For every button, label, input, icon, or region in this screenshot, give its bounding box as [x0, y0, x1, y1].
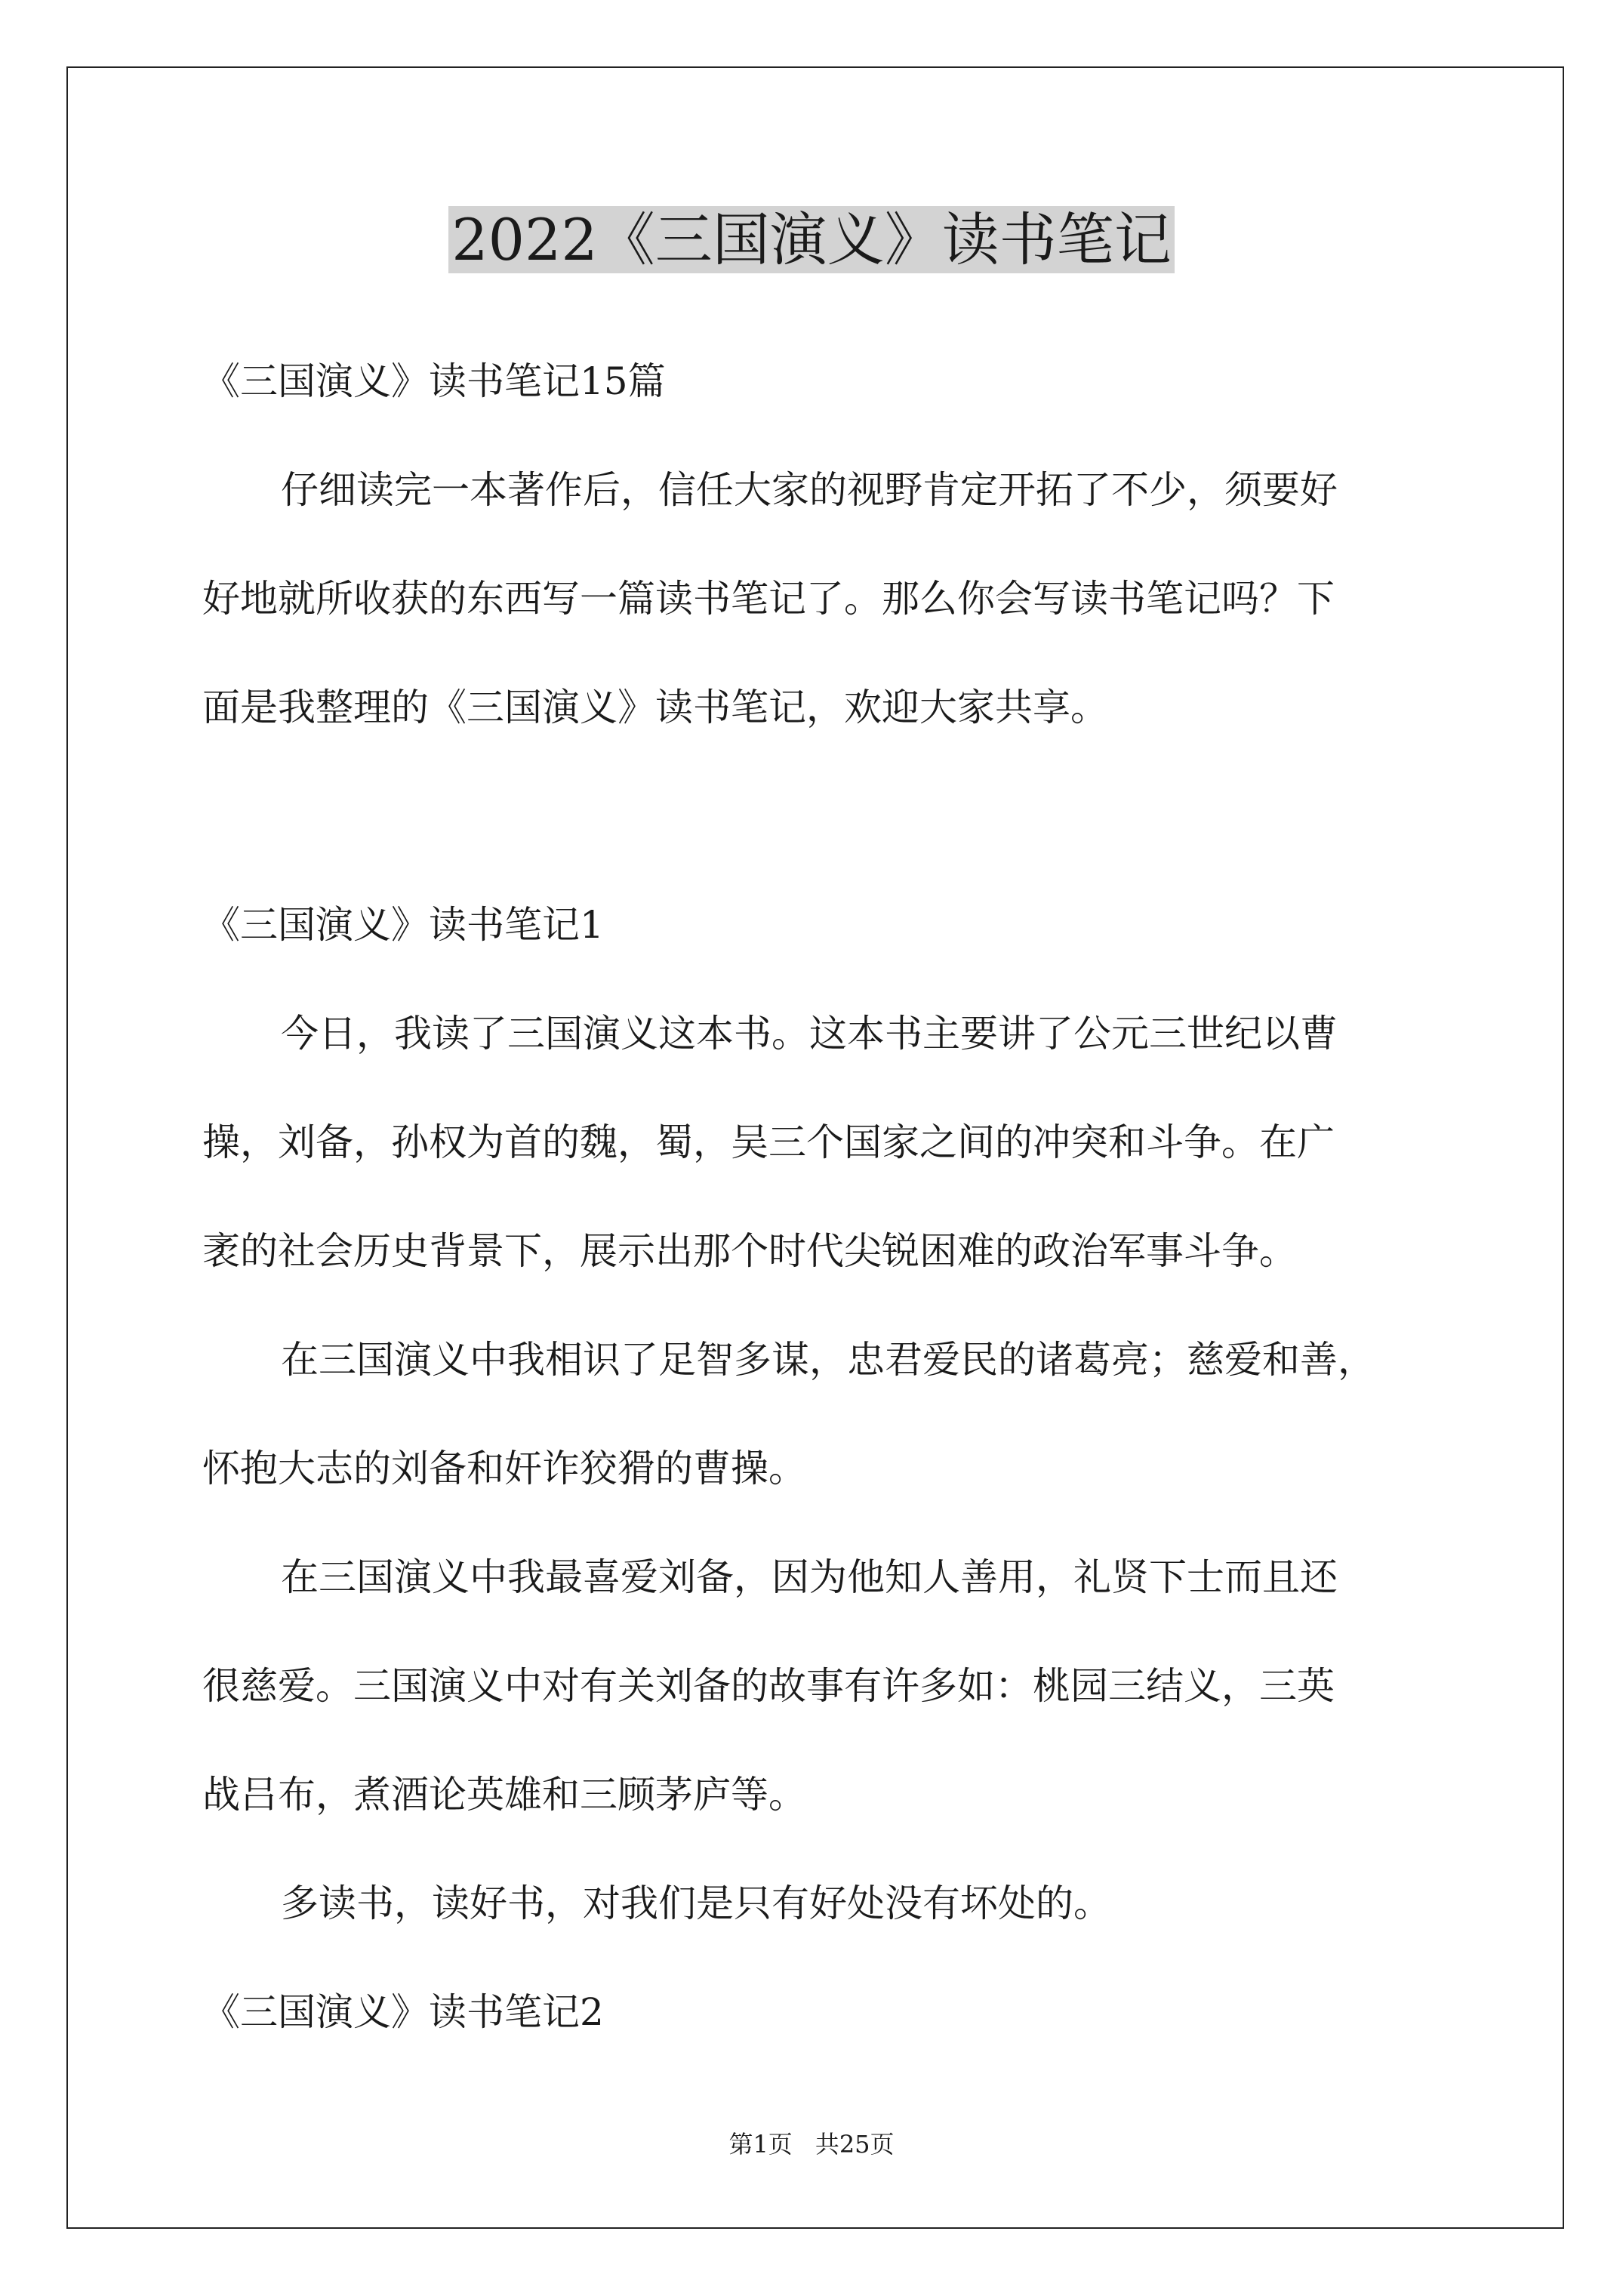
- section2-heading: 《三国演义》读书笔记2: [202, 1990, 604, 2034]
- section1-para1-line-3: 袤的社会历史背景下，展示出那个时代尖锐困难的政治军事斗争。: [202, 1229, 1297, 1273]
- section1-para2-line-2: 怀抱大志的刘备和奸诈狡猾的曹操。: [202, 1447, 806, 1490]
- page-footer: [0, 2128, 1623, 2161]
- section1-para1-line-1: 今日，我读了三国演义这本书。这本书主要讲了公元三世纪以曹: [281, 1012, 1338, 1056]
- section1-heading: 《三国演义》读书笔记1: [202, 903, 604, 947]
- section1-para2-line-1: 在三国演义中我相识了足智多谋，忠君爱民的诸葛亮；慈爱和善，: [281, 1338, 1375, 1382]
- page-total: 共25页: [815, 2130, 895, 2159]
- section1-para3-line-1: 在三国演义中我最喜爱刘备，因为他知人善用，礼贤下士而且还: [281, 1555, 1338, 1599]
- section1-para4: 多读书，读好书，对我们是只有好处没有坏处的。: [281, 1881, 1111, 1925]
- document-title-text: 2022《三国演义》读书笔记: [448, 206, 1174, 273]
- section1-para3-line-2: 很慈爱。三国演义中对有关刘备的故事有许多如：桃园三结义，三英: [202, 1664, 1335, 1708]
- section1-para1-line-2: 操，刘备，孙权为首的魏，蜀，吴三个国家之间的冲突和斗争。在广: [202, 1120, 1335, 1164]
- intro-line-3: 面是我整理的《三国演义》读书笔记，欢迎大家共享。: [202, 686, 1108, 729]
- main-heading: 《三国演义》读书笔记15篇: [202, 359, 666, 403]
- section1-para3-line-3: 战吕布，煮酒论英雄和三顾茅庐等。: [202, 1773, 806, 1817]
- page-number: 第1页: [728, 2130, 793, 2159]
- document-title: [0, 202, 1623, 278]
- intro-line-1: 仔细读完一本著作后，信任大家的视野肯定开拓了不少，须要好: [281, 468, 1338, 512]
- intro-line-2: 好地就所收获的东西写一篇读书笔记了。那么你会写读书笔记吗？下: [202, 577, 1335, 621]
